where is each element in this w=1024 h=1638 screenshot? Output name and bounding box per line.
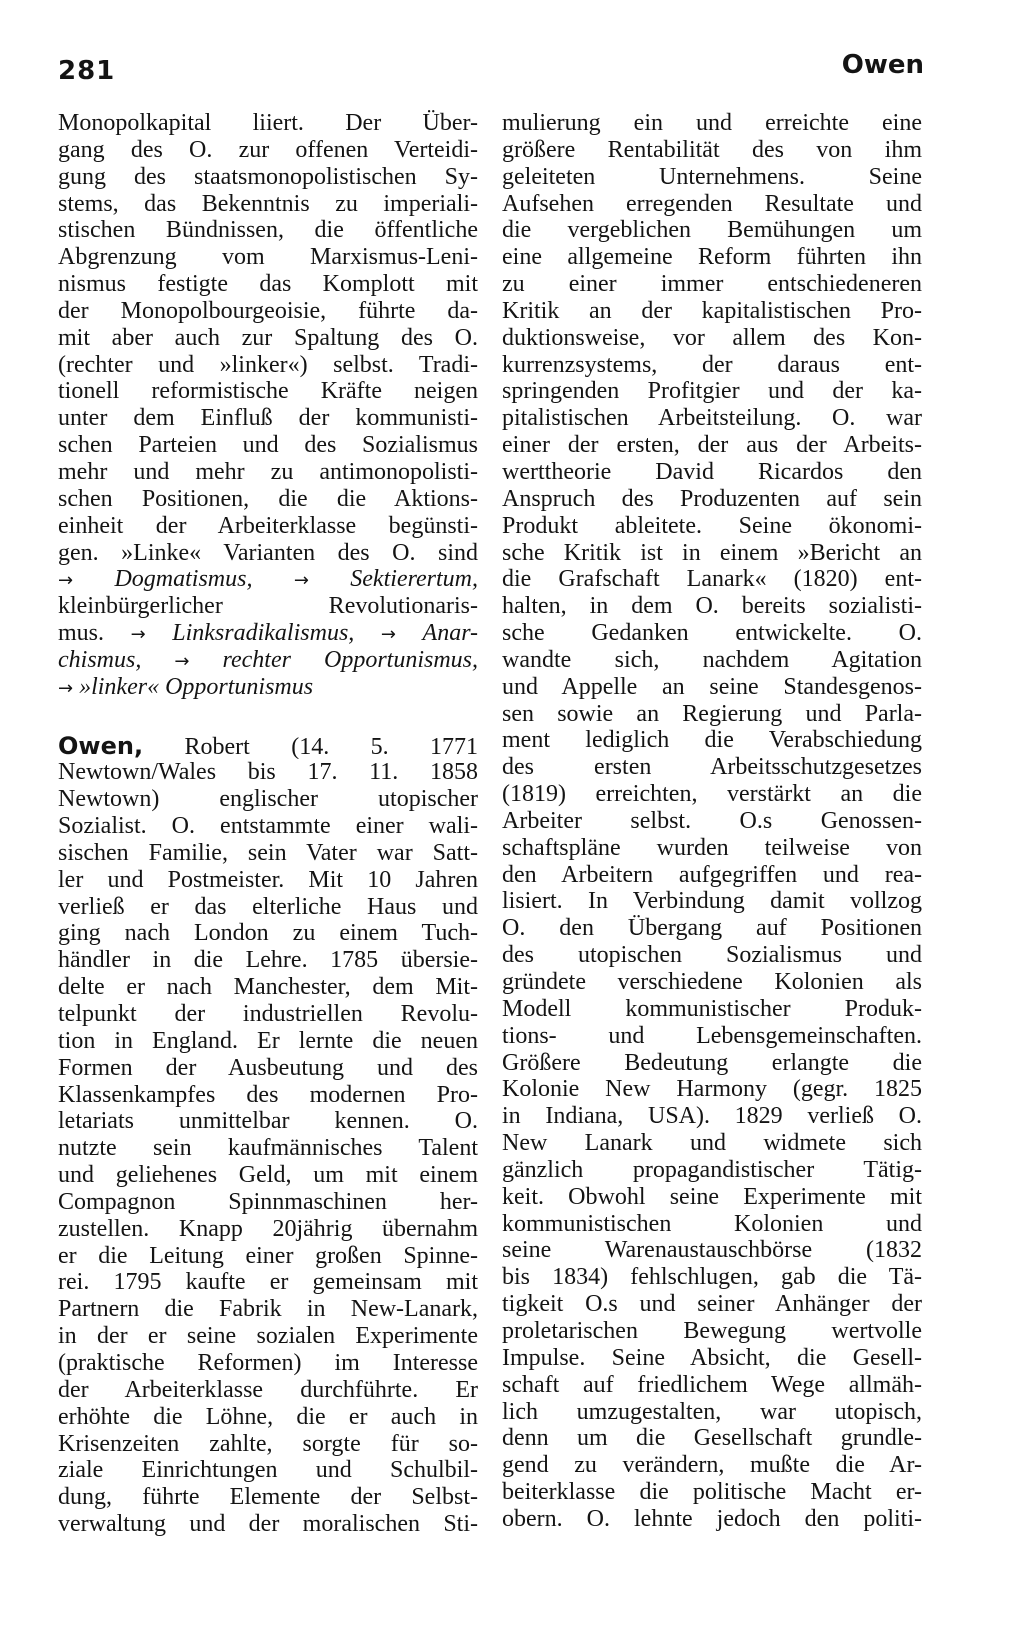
- text-line: seine Warenaustauschbörse (1832: [502, 1237, 922, 1264]
- text-line: ler und Postmeister. Mit 10 Jahren: [58, 866, 478, 893]
- text-line: stischen Bündnissen, die öffentliche: [58, 217, 478, 244]
- text-line: Anspruch des Produzenten auf sein: [502, 485, 922, 512]
- arrow-icon: →: [58, 677, 74, 699]
- text-line: keit. Obwohl seine Experimente mit: [502, 1183, 922, 1210]
- text-line: Monopolkapital liiert. Der Über-: [58, 110, 478, 136]
- text-line: lisiert. In Verbindung damit vollzog: [502, 888, 922, 915]
- text-line: letariats unmittelbar kennen. O.: [58, 1108, 478, 1135]
- text-line: gründete verschiedene Kolonien als: [502, 969, 922, 995]
- text-line: Größere Bedeutung erlangte die: [502, 1049, 922, 1076]
- text-line: schen Positionen, die die Aktions-: [58, 485, 478, 512]
- page-number: 281: [58, 56, 116, 86]
- text-line: tions- und Lebensgemeinschaften.: [502, 1022, 922, 1049]
- text-line: beiterklasse die politische Macht er-: [502, 1479, 922, 1506]
- text-line: gung des staatsmonopolistischen Sy-: [58, 163, 478, 190]
- text-fragment: mus.: [58, 620, 105, 647]
- text-line: des utopischen Sozialismus und: [502, 942, 922, 969]
- text-line: einer der ersten, der aus der Arbeits-: [502, 432, 922, 459]
- text-line: in Indiana, USA). 1829 verließ O.: [502, 1103, 922, 1130]
- text-line: erhöhte die Löhne, die er auch in: [58, 1403, 478, 1430]
- text-line: sen sowie an Regierung und Parla-: [502, 700, 922, 727]
- text-line: unter dem Einfluß der kommunisti-: [58, 405, 478, 432]
- text-line: ment lediglich die Verabschiedung: [502, 727, 922, 754]
- text-line: und Appelle an seine Standesgenos-: [502, 673, 922, 700]
- entry-first-line: [58, 733, 478, 760]
- text-line: Sozialist. O. entstammte einer wali-: [58, 813, 478, 840]
- cross-reference-link[interactable]: rechter Opportunismus,: [222, 646, 478, 673]
- text-line: duktionsweise, vor allem des Kon-: [502, 324, 922, 351]
- text-line: Impulse. Seine Absicht, die Gesell-: [502, 1344, 922, 1371]
- text-line: Modell kommunistischer Produk-: [502, 995, 922, 1022]
- text-line: größere Rentabilität des von ihm: [502, 136, 922, 163]
- text-line: geleiteten Unternehmens. Seine: [502, 163, 922, 190]
- text-line: einheit der Arbeiterklasse begünsti-: [58, 512, 478, 539]
- text-line: gend zu verändern, mußte die Ar-: [502, 1452, 922, 1479]
- text-line: tionell reformistische Kräfte neigen: [58, 378, 478, 405]
- text-line: zu einer immer entschiedeneren: [502, 271, 922, 298]
- text-line: Abgrenzung vom Marxismus-Leni-: [58, 244, 478, 271]
- entry-headword: Owen,: [58, 732, 144, 760]
- text-line: wandte sich, nachdem Agitation: [502, 646, 922, 673]
- text-line: sche Kritik ist in einem »Bericht an: [502, 539, 922, 566]
- text-line: Arbeiter selbst. O.s Genossen-: [502, 807, 922, 834]
- cross-reference-link[interactable]: Sektierertum,: [350, 566, 478, 593]
- arrow-icon: →: [293, 570, 309, 592]
- text-line: Klassenkampfes des modernen Pro-: [58, 1081, 478, 1108]
- cross-reference-line: [58, 566, 478, 593]
- text-line: Produkt ableitete. Seine ökonomi-: [502, 512, 922, 539]
- text-line: springenden Profitgier und der ka-: [502, 378, 922, 405]
- text-line: obern. O. lehnte jedoch den politi-: [502, 1505, 922, 1532]
- text-line: (1819) erreichten, verstärkt an die: [502, 781, 922, 808]
- text-line: Newtown) englischer utopischer: [58, 786, 478, 813]
- text-line: schen Parteien und des Sozialismus: [58, 432, 478, 459]
- cross-reference-link[interactable]: Anar-: [422, 620, 478, 647]
- text-line: sischen Familie, sein Vater war Satt-: [58, 839, 478, 866]
- text-line: Aufsehen erregenden Resultate und: [502, 190, 922, 217]
- text-line: schaft auf friedlichem Wege allmäh-: [502, 1371, 922, 1398]
- entry-first-line-text: Robert (14. 5. 1771: [184, 733, 478, 760]
- cross-reference-line: [58, 620, 478, 647]
- arrow-icon: →: [130, 624, 146, 646]
- text-line: bis 1834) fehlschlugen, gab die Tä-: [502, 1264, 922, 1291]
- text-line: sche Gedanken entwickelte. O.: [502, 620, 922, 647]
- cross-reference-link[interactable]: Linksradikalismus,: [172, 620, 355, 647]
- arrow-icon: →: [174, 650, 190, 672]
- text-line: händler in die Lehre. 1785 übersie-: [58, 947, 478, 974]
- text-line: nismus festigte das Komplott mit: [58, 271, 478, 298]
- text-line: Kritik an der kapitalistischen Pro-: [502, 297, 922, 324]
- running-head: Owen: [841, 50, 924, 80]
- text-line: denn um die Gesellschaft grundle-: [502, 1425, 922, 1452]
- cross-reference-link[interactable]: Dogmatismus,: [114, 566, 253, 593]
- text-line: er die Leitung einer großen Spinne-: [58, 1242, 478, 1269]
- text-line: verließ er das elterliche Haus und: [58, 893, 478, 920]
- text-line: gen. »Linke« Varianten des O. sind: [58, 539, 478, 566]
- text-line: New Lanark und widmete sich: [502, 1130, 922, 1157]
- text-line: die vergeblichen Bemühungen um: [502, 217, 922, 244]
- text-line: mit aber auch zur Spaltung des O.: [58, 324, 478, 351]
- text-line: werttheorie David Ricardos den: [502, 458, 922, 485]
- cross-reference-line: [58, 647, 478, 674]
- text-line: kurrenzsystems, der daraus ent-: [502, 351, 922, 378]
- text-line: mehr und mehr zu antimonopolisti-: [58, 458, 478, 485]
- text-line: in der er seine sozialen Experimente: [58, 1323, 478, 1350]
- right-column: [502, 110, 922, 1533]
- text-line: (rechter und »linker«) selbst. Tradi-: [58, 351, 478, 378]
- text-line: eine allgemeine Reform führten ihn: [502, 244, 922, 271]
- text-line: und geliehenes Geld, um mit einem: [58, 1162, 478, 1189]
- cross-reference-link[interactable]: chismus,: [58, 646, 142, 673]
- text-line: verwaltung und der moralischen Sti-: [58, 1511, 478, 1538]
- text-line: halten, in dem O. bereits sozialisti-: [502, 593, 922, 620]
- text-line: stems, das Bekenntnis zu imperiali-: [58, 190, 478, 217]
- text-line: Partnern die Fabrik in New-Lanark,: [58, 1296, 478, 1323]
- text-line: proletarischen Bewegung wertvolle: [502, 1317, 922, 1344]
- text-line: zustellen. Knapp 20jährig übernahm: [58, 1215, 478, 1242]
- text-line: den Arbeitern aufgegriffen und rea-: [502, 861, 922, 888]
- text-line: mulierung ein und erreichte eine: [502, 110, 922, 136]
- text-line: nutzte sein kaufmännisches Talent: [58, 1135, 478, 1162]
- text-line: die Grafschaft Lanark« (1820) ent-: [502, 566, 922, 593]
- text-line: kommunistischen Kolonien und: [502, 1210, 922, 1237]
- left-column: [58, 110, 478, 1538]
- text-line: O. den Übergang auf Positionen: [502, 915, 922, 942]
- text-line: gänzlich propagandistischer Tätig-: [502, 1156, 922, 1183]
- text-line: (praktische Reformen) im Interesse: [58, 1349, 478, 1376]
- text-line: telpunkt der industriellen Revolu-: [58, 1001, 478, 1027]
- arrow-icon: →: [58, 570, 74, 592]
- text-line: Formen der Ausbeutung und des: [58, 1054, 478, 1081]
- text-line: der Arbeiterklasse durchführte. Er: [58, 1376, 478, 1403]
- text-line: rei. 1795 kaufte er gemeinsam mit: [58, 1269, 478, 1296]
- text-line: kleinbürgerlicher Revolutionaris-: [58, 593, 478, 620]
- text-line: lich umzugestalten, war utopisch,: [502, 1398, 922, 1425]
- text-line: des ersten Arbeitsschutzgesetzes: [502, 754, 922, 781]
- text-line: der Monopolbourgeoisie, führte da-: [58, 297, 478, 324]
- text-line: schaftspläne wurden teilweise von: [502, 834, 922, 861]
- text-line: Krisenzeiten zahlte, sorgte für so-: [58, 1430, 478, 1457]
- text-line: gang des O. zur offenen Verteidi-: [58, 136, 478, 163]
- text-line: tigkeit O.s und seiner Anhänger der: [502, 1291, 922, 1318]
- text-line: pitalistischen Arbeitsteilung. O. war: [502, 405, 922, 432]
- arrow-icon: →: [380, 624, 396, 646]
- text-line: ging nach London zu einem Tuch-: [58, 920, 478, 947]
- cross-reference-link[interactable]: »linker« Opportunismus: [79, 673, 314, 700]
- text-line: Newtown/Wales bis 17. 11. 1858: [58, 759, 478, 786]
- text-line: ziale Einrichtungen und Schulbil-: [58, 1457, 478, 1484]
- text-line: Compagnon Spinnmaschinen her-: [58, 1188, 478, 1215]
- text-line: Kolonie New Harmony (gegr. 1825: [502, 1076, 922, 1103]
- text-line: tion in England. Er lernte die neuen: [58, 1027, 478, 1054]
- text-line: delte er nach Manchester, dem Mit-: [58, 974, 478, 1001]
- cross-reference-line: [58, 674, 478, 701]
- text-line: dung, führte Elemente der Selbst-: [58, 1484, 478, 1511]
